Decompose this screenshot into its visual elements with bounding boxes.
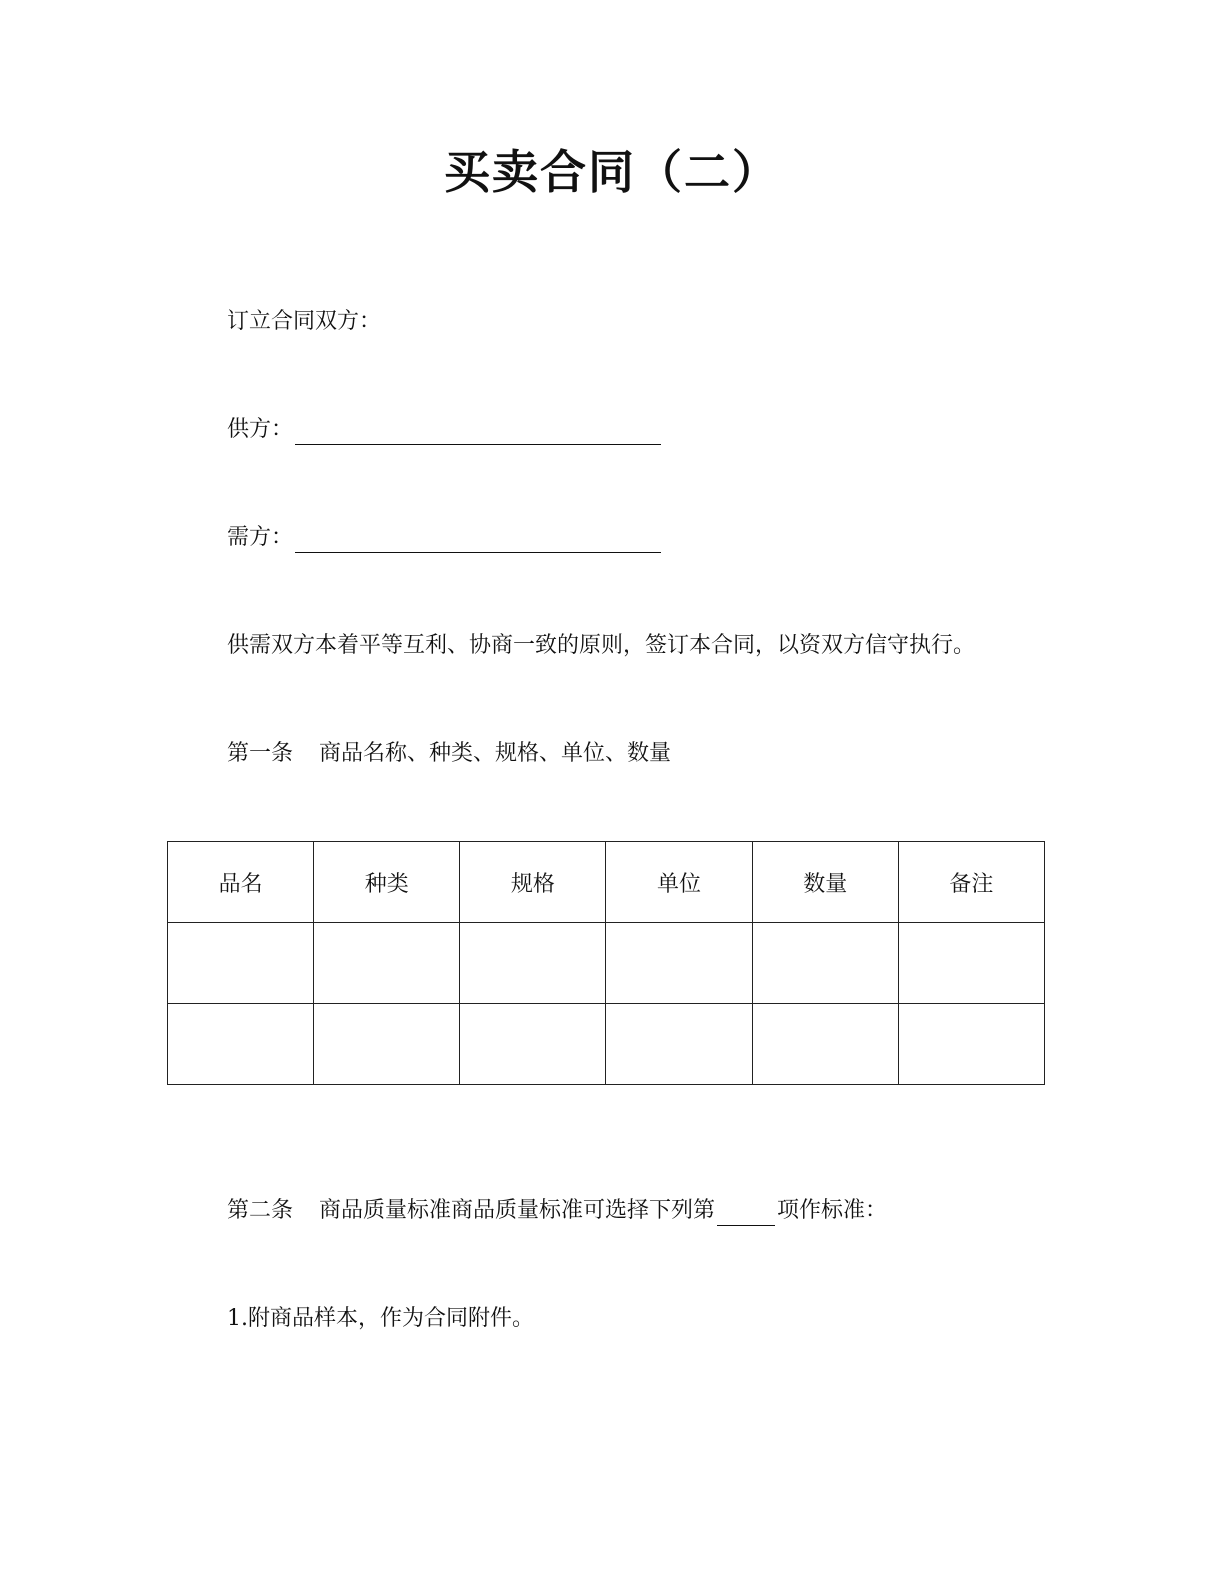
table-cell[interactable]	[460, 923, 606, 1004]
buyer-label: 需方：	[227, 525, 294, 550]
goods-table	[167, 841, 1045, 1085]
item1-text: 1.附商品样本，作为合同附件。	[227, 1306, 534, 1331]
table-cell[interactable]	[314, 1004, 460, 1085]
article2-heading	[227, 1196, 887, 1226]
table-header-row	[168, 842, 1045, 923]
article2-number: 第二条	[227, 1198, 294, 1223]
article1-title: 商品名称、种类、规格、单位、数量	[319, 741, 672, 766]
table-cell[interactable]	[752, 923, 898, 1004]
page-title: 买卖合同（二）	[444, 145, 780, 199]
standard-choice-blank[interactable]	[717, 1201, 775, 1226]
table-cell[interactable]	[898, 923, 1044, 1004]
table-header-cell: 备注	[898, 842, 1044, 923]
supplier-blank[interactable]	[295, 420, 661, 445]
table-cell[interactable]	[314, 923, 460, 1004]
table-header-cell: 种类	[314, 842, 460, 923]
table-cell[interactable]	[168, 1004, 314, 1085]
article1-heading	[227, 739, 671, 769]
table-header-cell: 品名	[168, 842, 314, 923]
article1-number: 第一条	[227, 741, 294, 766]
table-cell[interactable]	[606, 1004, 752, 1085]
table-cell[interactable]	[168, 923, 314, 1004]
table-header-cell: 数量	[752, 842, 898, 923]
table-cell[interactable]	[898, 1004, 1044, 1085]
table-header-cell: 单位	[606, 842, 752, 923]
table-cell[interactable]	[460, 1004, 606, 1085]
table-header-cell: 规格	[460, 842, 606, 923]
preamble-text: 供需双方本着平等互利、协商一致的原则，签订本合同，以资双方信守执行。	[227, 633, 976, 658]
supplier-line	[227, 415, 661, 445]
supplier-label: 供方：	[227, 417, 294, 442]
table-row	[168, 923, 1045, 1004]
article2-title-before: 商品质量标准商品质量标准可选择下列第	[319, 1198, 716, 1223]
article2-title-after: 项作标准：	[777, 1198, 888, 1223]
table-cell[interactable]	[606, 923, 752, 1004]
table-cell[interactable]	[752, 1004, 898, 1085]
parties-intro: 订立合同双方：	[227, 309, 382, 334]
buyer-blank[interactable]	[295, 528, 661, 553]
buyer-line	[227, 523, 661, 553]
table-row	[168, 1004, 1045, 1085]
